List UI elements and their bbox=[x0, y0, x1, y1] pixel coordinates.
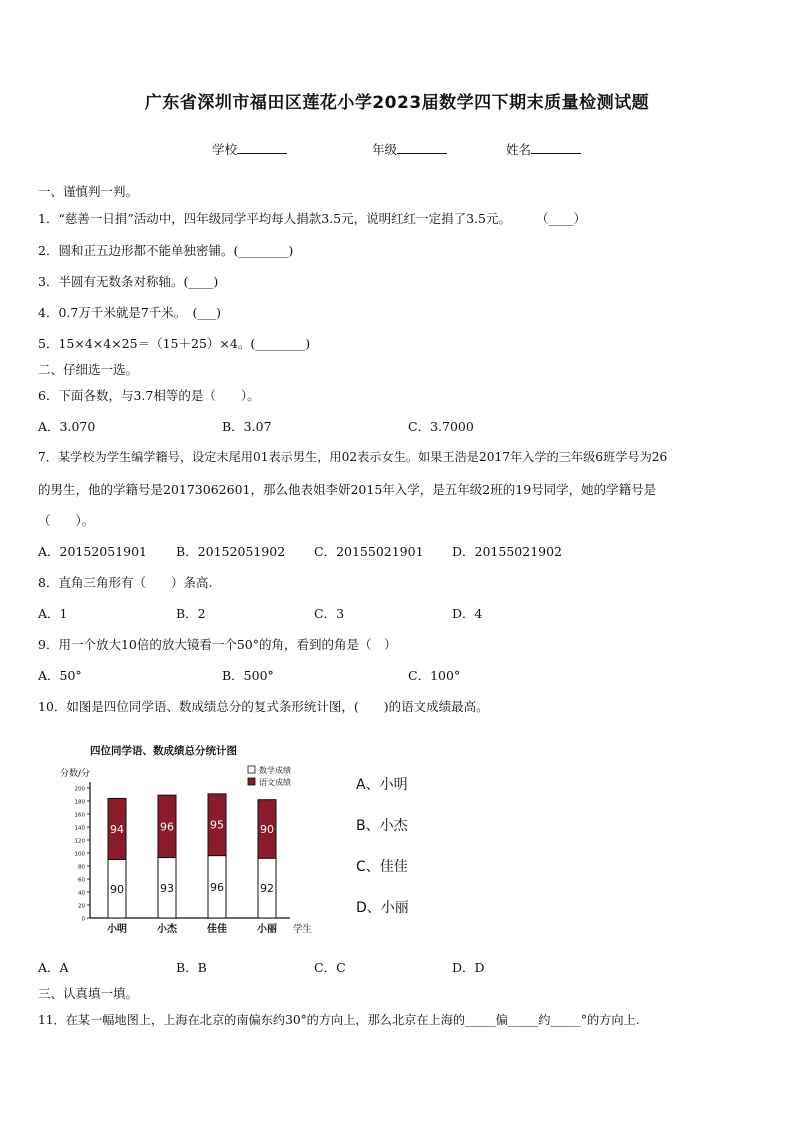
question-5: 5．15×4×4×25＝（15＋25）×4。(________) bbox=[38, 336, 311, 351]
question-7-line-3: （ ）。 bbox=[38, 513, 95, 528]
chart-data-label-chinese: 90 bbox=[260, 822, 274, 836]
chart-y-tick-label: 80 bbox=[78, 864, 85, 871]
chart-y-tick-label: 0 bbox=[81, 916, 85, 923]
question-7-line-2: 的男生，他的学籍号是20173062601，那么他表姐李妍2015年入学，是五年级2班的19号同学，她的学籍号是 bbox=[38, 482, 657, 497]
q8-option-a[interactable]: A．1 bbox=[38, 606, 68, 621]
chart-category-label: 小丽 bbox=[257, 924, 277, 935]
q9-option-a[interactable]: A．50° bbox=[38, 668, 82, 683]
chart-ylabel: 分数/分 bbox=[60, 769, 91, 779]
chart-svg bbox=[60, 738, 320, 938]
school-field[interactable] bbox=[212, 140, 287, 158]
chart-y-tick-label: 160 bbox=[74, 812, 85, 819]
q8-option-c[interactable]: C．3 bbox=[314, 606, 345, 621]
question-11: 11．在某一幅地图上，上海在北京的南偏东约30°的方向上，那么北京在上海的_____偏_____约_____°的方向上. bbox=[38, 1013, 640, 1027]
chart-data-label-math: 93 bbox=[160, 881, 174, 895]
section-3-heading: 三、认真填一填。 bbox=[38, 986, 139, 1001]
q6-option-b[interactable]: B．3.07 bbox=[222, 419, 272, 434]
chart-category-label: 小明 bbox=[107, 924, 127, 935]
q6-option-c[interactable]: C．3.7000 bbox=[408, 419, 474, 434]
chart-option-b: B、小杰 bbox=[356, 818, 408, 834]
section-2-heading: 二、仔细选一选。 bbox=[38, 362, 139, 377]
chart-y-tick-label: 200 bbox=[74, 786, 85, 793]
q7-option-d[interactable]: D．20155021902 bbox=[452, 544, 563, 559]
question-3: 3．半圆有无数条对称轴。(____) bbox=[38, 274, 219, 289]
chart-y-tick-label: 140 bbox=[74, 825, 85, 832]
chart-category-label: 佳佳 bbox=[207, 924, 227, 935]
name-label: 姓名 bbox=[506, 142, 532, 157]
question-1: 1．“慈善一日捐”活动中，四年级同学平均每人捐款3.5元，说明红红一定捐了3.5元。 （____） bbox=[38, 211, 586, 226]
chart-legend-label: 语文成绩 bbox=[259, 778, 291, 787]
chart-y-tick-label: 180 bbox=[74, 799, 85, 806]
school-label: 学校 bbox=[212, 142, 238, 157]
stacked-bar-chart bbox=[60, 738, 320, 938]
chart-y-tick-label: 120 bbox=[74, 838, 85, 845]
grade-label: 年级 bbox=[372, 142, 398, 157]
q7-option-a[interactable]: A．20152051901 bbox=[38, 544, 148, 559]
chart-y-tick-label: 20 bbox=[78, 903, 85, 910]
chart-option-d: D、小丽 bbox=[356, 900, 409, 916]
chart-option-c: C、佳佳 bbox=[356, 859, 408, 875]
q10-option-d[interactable]: D．D bbox=[452, 960, 485, 975]
question-2: 2．圆和正五边形都不能单独密铺。(________) bbox=[38, 243, 294, 258]
chart-data-label-chinese: 96 bbox=[160, 820, 174, 834]
name-field[interactable] bbox=[506, 140, 581, 158]
exam-title: 广东省深圳市福田区莲花小学2023届数学四下期末质量检测试题 bbox=[144, 93, 650, 113]
chart-y-tick-label: 40 bbox=[78, 890, 85, 897]
question-9: 9．用一个放大10倍的放大镜看一个50°的角，看到的角是（ ） bbox=[38, 637, 397, 652]
question-6: 6．下面各数，与3.7相等的是（ ）。 bbox=[38, 388, 260, 403]
chart-xlabel: 学生 bbox=[293, 924, 313, 935]
chart-data-label-chinese: 94 bbox=[110, 822, 124, 836]
q10-option-b[interactable]: B．B bbox=[176, 960, 207, 975]
chart-data-label-chinese: 95 bbox=[210, 818, 224, 832]
chart-data-label-math: 96 bbox=[210, 880, 224, 894]
chart-legend-swatch bbox=[248, 778, 255, 785]
chart-legend-swatch bbox=[248, 766, 255, 773]
q10-option-c[interactable]: C．C bbox=[314, 960, 346, 975]
chart-y-tick-label: 60 bbox=[78, 877, 85, 884]
q9-option-b[interactable]: B．500° bbox=[222, 668, 274, 683]
chart-category-label: 小杰 bbox=[157, 924, 177, 935]
chart-data-label-math: 90 bbox=[110, 882, 124, 896]
question-10: 10．如图是四位同学语、数成绩总分的复式条形统计图，( )的语文成绩最高。 bbox=[38, 699, 489, 714]
q10-option-a[interactable]: A．A bbox=[38, 960, 69, 975]
q7-option-c[interactable]: C．20155021901 bbox=[314, 544, 424, 559]
question-4: 4．0.7万千米就是7千米。 (___) bbox=[38, 305, 222, 320]
question-8: 8．直角三角形有（ ）条高. bbox=[38, 575, 213, 590]
chart-title: 四位同学语、数成绩总分统计图 bbox=[90, 745, 237, 757]
chart-data-label-math: 92 bbox=[260, 882, 274, 896]
chart-y-tick-label: 100 bbox=[74, 851, 85, 858]
section-1-heading: 一、谨慎判一判。 bbox=[38, 184, 139, 199]
student-info-row bbox=[0, 140, 794, 160]
q8-option-d[interactable]: D．4 bbox=[452, 606, 483, 621]
q7-option-b[interactable]: B．20152051902 bbox=[176, 544, 286, 559]
chart-option-a: A、小明 bbox=[356, 777, 408, 793]
grade-field[interactable] bbox=[372, 140, 447, 158]
q9-option-c[interactable]: C．100° bbox=[408, 668, 461, 683]
question-7-line-1: 7．某学校为学生编学籍号，设定末尾用01表示男生，用02表示女生。如果王浩是2017年入学的三年级6班学号为26 bbox=[38, 450, 668, 464]
q6-option-a[interactable]: A．3.070 bbox=[38, 419, 96, 434]
q8-option-b[interactable]: B．2 bbox=[176, 606, 206, 621]
chart-legend-label: 数学成绩 bbox=[259, 766, 291, 775]
